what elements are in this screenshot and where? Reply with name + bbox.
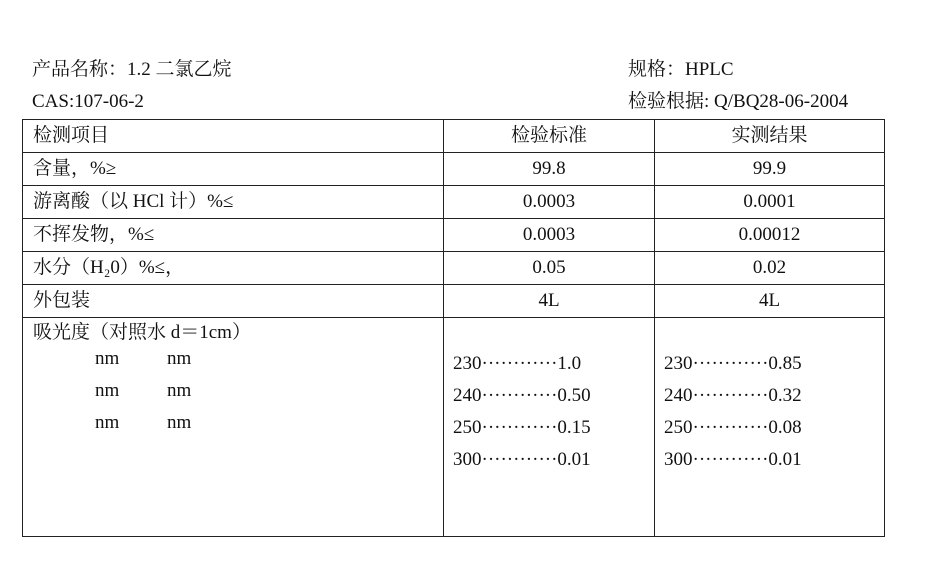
absorbance-standard-cell (444, 318, 655, 537)
wavelength-standard: 300············0.01 (453, 449, 591, 470)
unit-row (33, 407, 443, 439)
row-result: 99.9 (655, 153, 885, 186)
inspection-basis: 检验根据: Q/BQ28-06-2004 (628, 91, 849, 112)
unit-row (33, 375, 443, 407)
row-item: 不挥发物，%≤ (23, 219, 444, 252)
cas-number: CAS:107-06-2 (32, 91, 144, 112)
table-row (23, 186, 885, 219)
wavelength-result: 300············0.01 (664, 449, 802, 470)
row-standard: 0.0003 (444, 186, 655, 219)
wavelength-result: 240············0.32 (664, 385, 802, 406)
row-item: 水分（H₂0）%≤， (23, 252, 444, 285)
row-standard: 4L (444, 285, 655, 318)
product-name: 产品名称：1.2 二氯乙烷 (32, 59, 232, 80)
absorbance-result-cell (655, 318, 885, 537)
column-header-item: 检测项目 (23, 120, 444, 153)
wavelength-list (444, 318, 654, 476)
table-row (23, 285, 885, 318)
wavelength-list (655, 318, 884, 476)
row-result: 0.02 (655, 252, 885, 285)
table-row (23, 219, 885, 252)
wavelength-standard: 240············0.50 (453, 385, 591, 406)
unit-label: nm (95, 348, 120, 369)
row-result: 4L (655, 285, 885, 318)
column-header-standard: 检验标准 (444, 120, 655, 153)
absorbance-title: 吸光度（对照水 d＝1cm） (33, 322, 251, 343)
row-result: 0.00012 (655, 219, 885, 252)
wavelength-result: 230············0.85 (664, 353, 802, 374)
table-header-row (23, 120, 885, 153)
absorbance-item-cell (23, 318, 444, 537)
wavelength-standard: 230············1.0 (453, 353, 582, 374)
unit-label: nm (167, 412, 192, 433)
row-standard: 0.05 (444, 252, 655, 285)
row-item: 游离酸（以 HCl 计）%≤ (23, 186, 444, 219)
unit-row (33, 343, 443, 375)
specification: 规格：HPLC (628, 59, 734, 80)
row-result: 0.0001 (655, 186, 885, 219)
row-standard: 99.8 (444, 153, 655, 186)
inspection-table (22, 119, 885, 537)
unit-label: nm (95, 412, 120, 433)
absorbance-row (23, 318, 885, 537)
table-row (23, 153, 885, 186)
column-header-result: 实测结果 (655, 120, 885, 153)
table-row (23, 252, 885, 285)
row-item: 外包装 (23, 285, 444, 318)
wavelength-standard: 250············0.15 (453, 417, 591, 438)
unit-label: nm (167, 348, 192, 369)
wavelength-result: 250············0.08 (664, 417, 802, 438)
unit-label: nm (95, 380, 120, 401)
unit-label: nm (167, 380, 192, 401)
row-item: 含量，%≥ (23, 153, 444, 186)
row-standard: 0.0003 (444, 219, 655, 252)
